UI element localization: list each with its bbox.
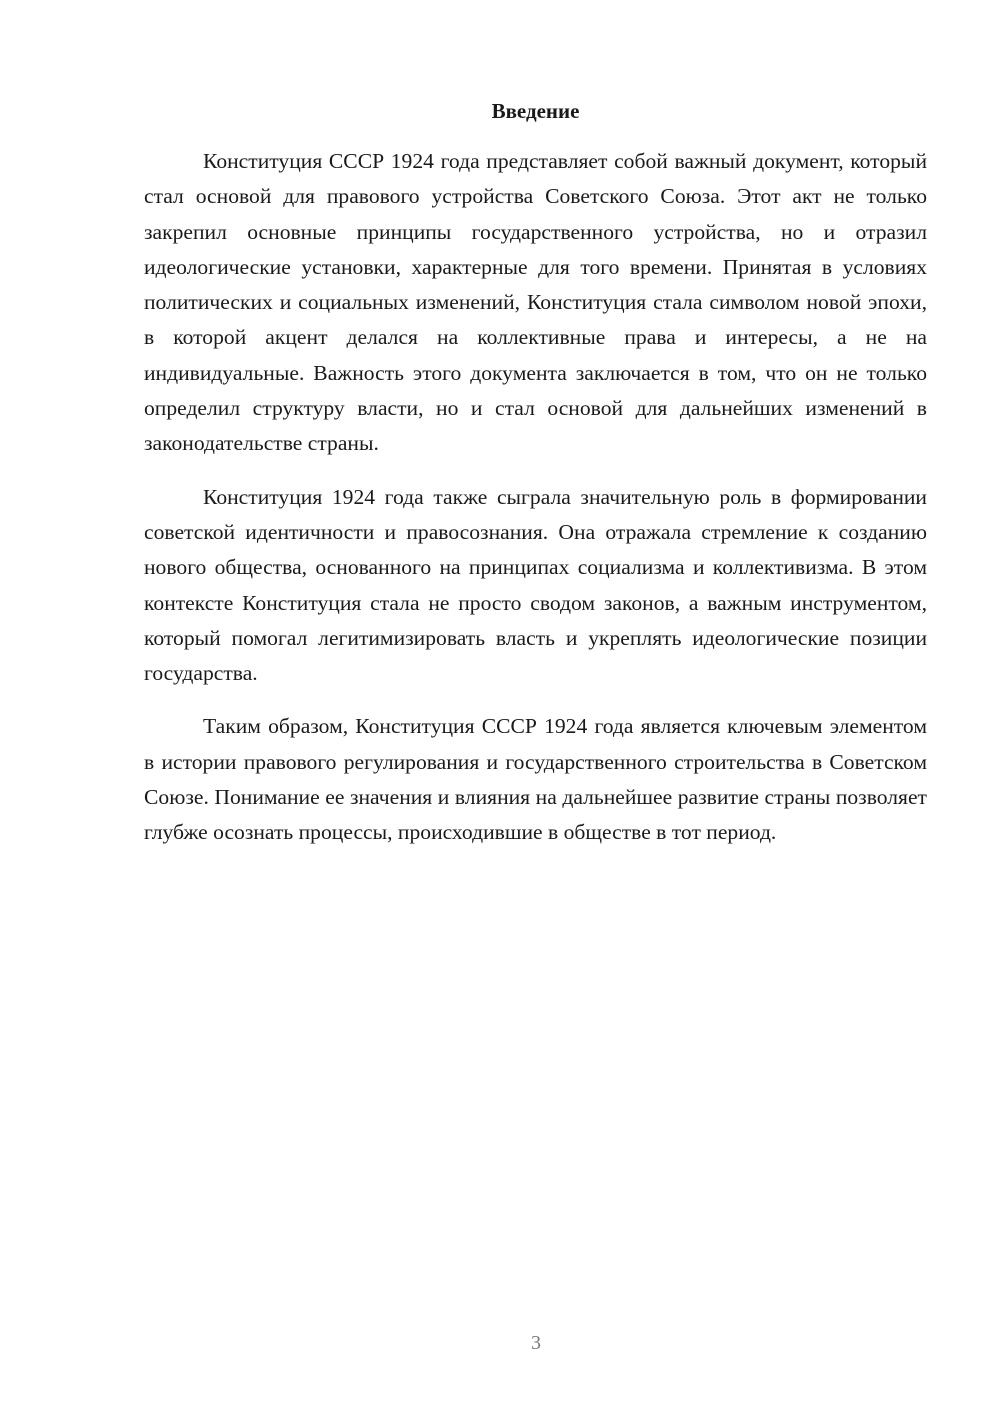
paragraph-2: Конституция 1924 года также сыграла значительную роль в формировании советской идентичности и правосознания. Она отражала стремление к созданию нового общества, основанного на принципах социализма и коллективизма. В этом контексте Конституция стала не просто сводом законов, а важным инструментом, который помогал легитимизировать власть и укреплять идеологические позиции государства. [144,484,927,686]
paragraph-3: Таким образом, Конституция СССР 1924 года является ключевым элементом в истории правового регулирования и государственного строительства в Советском Союзе. Понимание ее значения и влияния на дальнейшее развитие страны позволяет глубже осознать процессы, происходившие в обществе в тот период. [144,714,927,845]
page-number: 3 [531,1332,541,1354]
section-heading: Введение [491,99,580,123]
paragraph-1: Конституция СССР 1924 года представляет собой важный документ, который стал основой для правового устройства Советского Союза. Этот акт не только закрепил основные принципы государственного устройства, но и отразил идеологические установки, характерные для того времени. Принятая в условиях политических и социальных изменений, Конституция стала символом новой эпохи, в которой акцент делался на коллективные права и интересы, а не на индивидуальные. Важность этого документа заключается в том, что он не только определил структуру власти, но и стал основой для дальнейших изменений в законодательстве страны. [144,149,927,456]
document-page [144,96,927,869]
